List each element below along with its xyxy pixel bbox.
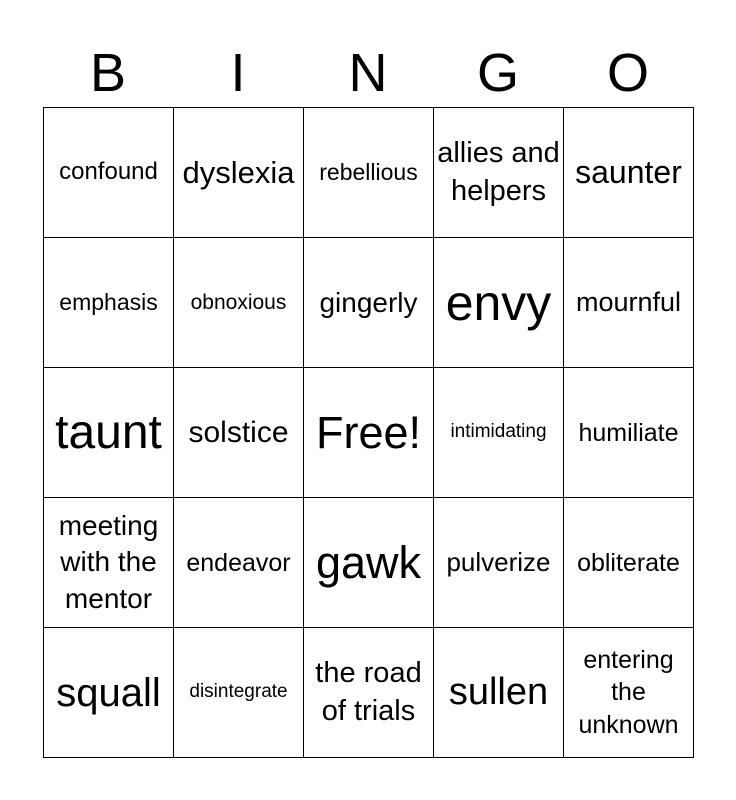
cell-text: meeting with the mentor [58,509,159,614]
bingo-cell [434,498,564,628]
bingo-cell [174,498,304,628]
cell-text: solstice [188,415,289,449]
bingo-cell [564,368,694,498]
cell-text: mournful [575,287,682,318]
cell-text: disintegrate [189,681,288,703]
bingo-cell [174,108,304,238]
header-letter-g: G [476,43,519,103]
bingo-cell [44,238,174,368]
bingo-cell [44,498,174,628]
cell-text: humiliate [578,418,679,447]
bingo-header [43,40,693,106]
bingo-cell [174,368,304,498]
bingo-cell [174,238,304,368]
header-letter-o: O [606,43,649,103]
bingo-cell [434,628,564,758]
cell-text: intimidating [450,421,547,443]
bingo-cell [564,238,694,368]
cell-text: rebellious [319,158,418,185]
bingo-cell [44,368,174,498]
bingo-cell [564,108,694,238]
cell-text: Free! [315,406,422,458]
cell-text: dyslexia [182,154,295,190]
cell-text: saunter [575,154,682,191]
cell-text: confound [59,158,158,186]
cell-text: gingerly [319,286,418,318]
bingo-cell [174,628,304,758]
header-letter-n: N [348,43,388,103]
cell-text: gawk [315,536,422,588]
bingo-cell [304,498,434,628]
header-letter-b: B [89,43,127,103]
bingo-cell [304,238,434,368]
bingo-cell [434,368,564,498]
cell-text: squall [56,670,161,715]
cell-text: obnoxious [190,290,287,314]
bingo-board [43,107,694,758]
bingo-cell [304,108,434,238]
header-letter-i: I [230,43,246,103]
cell-text: endeavor [186,548,291,577]
cell-text: entering the unknown [578,645,679,739]
cell-text: sullen [448,670,549,713]
bingo-cell [304,368,434,498]
bingo-cell [304,628,434,758]
cell-text: obliterate [577,548,680,577]
bingo-cell [44,628,174,758]
cell-text: emphasis [59,288,158,315]
cell-text: the road of trials [315,656,422,727]
bingo-cell [434,108,564,238]
cell-text: allies and helpers [437,136,560,207]
cell-text: envy [445,274,552,331]
cell-text: taunt [55,405,162,459]
bingo-cell [564,628,694,758]
bingo-cell [44,108,174,238]
bingo-cell [564,498,694,628]
cell-text: pulverize [446,546,551,577]
bingo-cell [434,238,564,368]
